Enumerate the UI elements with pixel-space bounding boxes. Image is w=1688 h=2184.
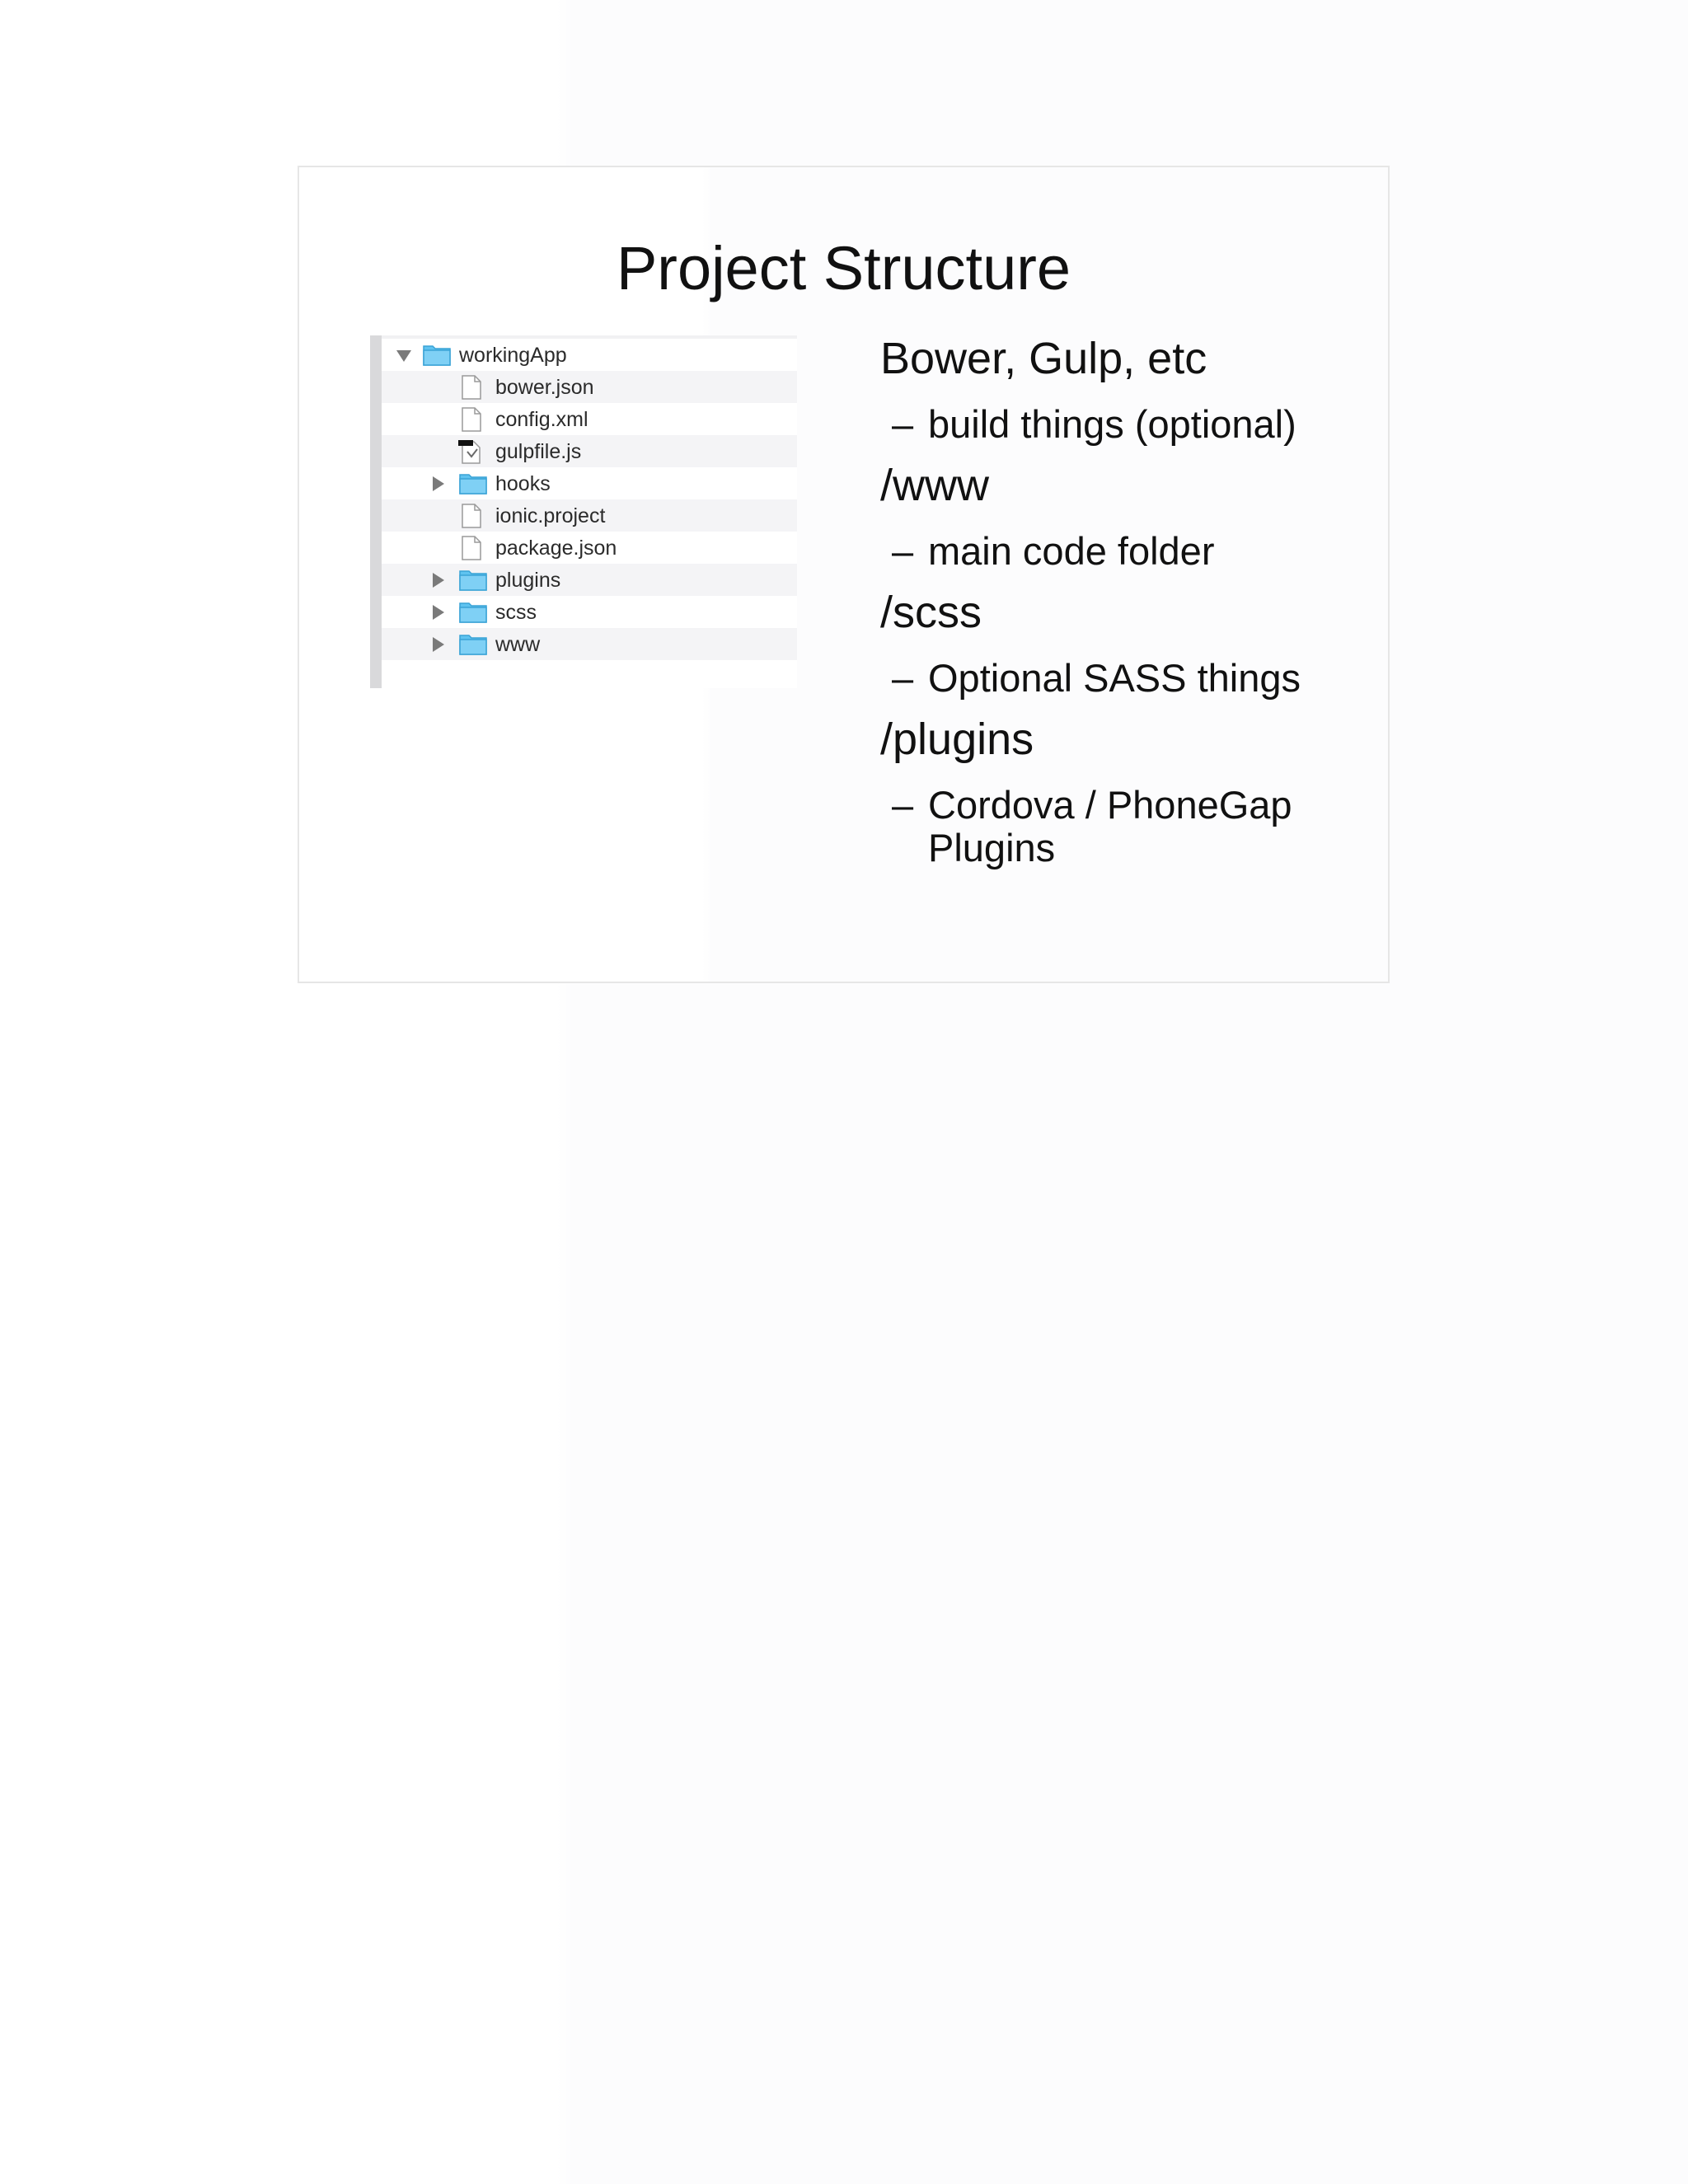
folder-icon: [459, 471, 485, 494]
file-icon: [459, 407, 485, 430]
file-icon: [459, 504, 485, 527]
bullet-heading: /scss: [880, 588, 982, 637]
sub-bullet-text: Cordova / PhoneGap Plugins: [928, 783, 1292, 869]
tree-row-gulpfile-js[interactable]: [382, 435, 797, 467]
bullet-heading: Bower, Gulp, etc: [880, 334, 1207, 383]
tree-item-label: scss: [495, 601, 537, 624]
disclosure-closed-icon[interactable]: [433, 573, 444, 588]
script-file-icon: [457, 439, 484, 462]
slide-title: Project Structure: [616, 234, 1071, 302]
sub-bullet-marker: –: [892, 402, 914, 446]
tree-item-label: gulpfile.js: [495, 440, 582, 463]
bullet-heading: /plugins: [880, 715, 1034, 764]
file-icon: [459, 536, 485, 559]
tree-row-package-json[interactable]: [382, 532, 797, 564]
folder-icon: [459, 600, 485, 623]
tree-row-bower-json[interactable]: [382, 371, 797, 403]
file-tree: [370, 335, 797, 688]
sub-bullet-marker: –: [892, 529, 914, 573]
disclosure-closed-icon[interactable]: [433, 605, 444, 620]
tree-row-hooks[interactable]: [382, 467, 797, 499]
sub-bullet-marker: –: [892, 656, 914, 700]
tree-row-workingapp[interactable]: [382, 339, 797, 371]
disclosure-closed-icon[interactable]: [433, 476, 444, 491]
tree-item-label: workingApp: [459, 344, 567, 367]
tree-row-plugins[interactable]: [382, 564, 797, 596]
tree-item-label: plugins: [495, 569, 561, 592]
tree-item-label: ionic.project: [495, 504, 606, 527]
tree-row-config-xml[interactable]: [382, 403, 797, 435]
slide: [298, 166, 1390, 983]
disclosure-closed-icon[interactable]: [433, 637, 444, 652]
tree-row-scss[interactable]: [382, 596, 797, 628]
sub-bullet-text: build things (optional): [928, 402, 1296, 446]
folder-icon: [459, 632, 485, 655]
tree-row-www[interactable]: [382, 628, 797, 660]
tree-item-label: www: [495, 633, 541, 656]
file-icon: [459, 375, 485, 398]
sub-bullet-marker: –: [892, 783, 914, 827]
tree-item-label: config.xml: [495, 408, 588, 431]
tree-item-label: hooks: [495, 472, 551, 495]
disclosure-open-icon[interactable]: [396, 350, 411, 362]
tree-item-label: bower.json: [495, 376, 594, 399]
tree-gutter: [370, 335, 382, 688]
tree-row-ionic-project[interactable]: [382, 499, 797, 532]
tree-item-label: package.json: [495, 537, 617, 560]
folder-icon: [459, 568, 485, 591]
sub-bullet-text: Optional SASS things: [928, 656, 1301, 700]
bullet-heading: /www: [880, 461, 989, 510]
sub-bullet-text: main code folder: [928, 529, 1215, 573]
folder-icon: [423, 343, 449, 366]
